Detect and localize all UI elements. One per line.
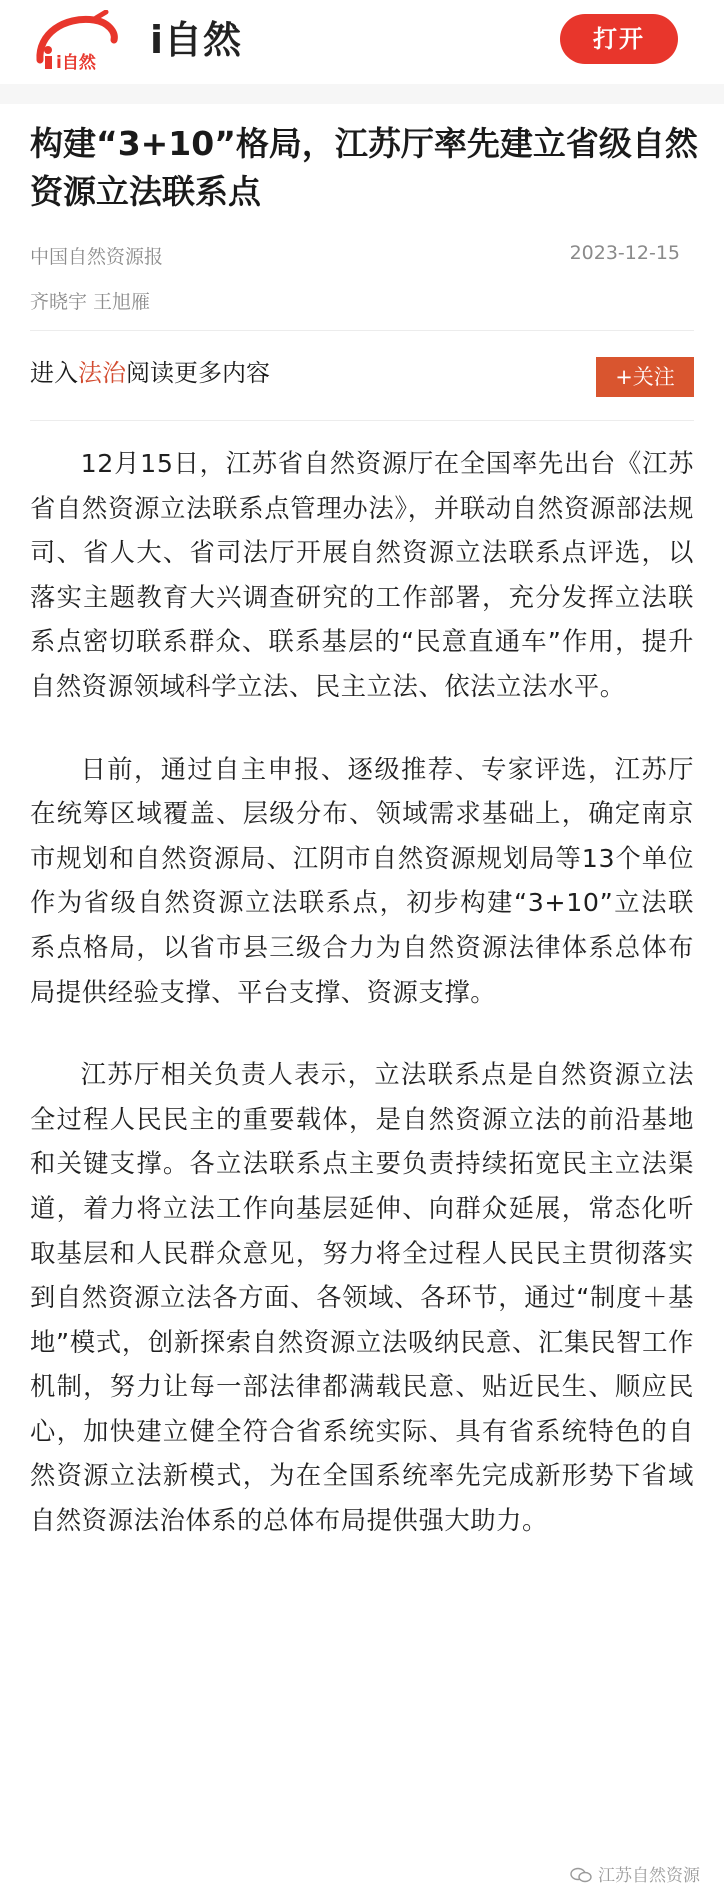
article-date: 2023-12-15 <box>569 242 680 264</box>
article-authors: 齐晓宇 王旭雁 <box>30 291 151 313</box>
header-separator <box>0 84 724 104</box>
logo-lettering: i自然 <box>56 53 96 72</box>
channel-name-link[interactable]: 法治 <box>78 359 126 387</box>
watermark-text: 江苏自然资源 <box>598 1866 700 1886</box>
channel-prefix: 进入 <box>30 359 78 387</box>
meta-divider <box>30 330 694 331</box>
channel-suffix: 阅读更多内容 <box>126 359 270 387</box>
channel-divider <box>30 420 694 421</box>
wechat-watermark <box>570 1864 700 1888</box>
follow-channel-button[interactable]: +关注 <box>596 357 694 397</box>
article-title: 构建“3+10”格局，江苏厅率先建立省级自然资源立法联系点 <box>30 124 698 211</box>
article-paragraph: 日前，通过自主申报、逐级推荐、专家评选，江苏厅在统筹区域覆盖、层级分布、领域需求基础上，确定南京市规划和自然资源局、江阴市自然资源规划局等13个单位作为省级自然资源立法联系点，初步构建“3+10”立法联系点格局，以省市县三级合力为自然资源法律体系总体布局提供经验支撑、平台支撑、资源支撑。 <box>30 754 694 1007</box>
article-body <box>30 442 694 1582</box>
app-logo-icon[interactable] <box>34 10 120 72</box>
open-app-button[interactable]: 打开 <box>560 14 678 64</box>
article-paragraph: 12月15日，江苏省自然资源厅在全国率先出台《江苏省自然资源立法联系点管理办法》，并联动自然资源部法规司、省人大、省司法厅开展自然资源立法联系点评选，以落实主题教育大兴调查研究的工作部署，充分发挥立法联系点密切联系群众、联系基层的“民意直通车”作用，提升自然资源领域科学立法、民主立法、依法立法水平。 <box>30 449 694 701</box>
app-name: i自然 <box>150 18 243 62</box>
channel-link-row[interactable] <box>30 356 270 390</box>
article-paragraph: 江苏厅相关负责人表示，立法联系点是自然资源立法全过程人民民主的重要载体，是自然资源立法的前沿基地和关键支撑。各立法联系点主要负责持续拓宽民主立法渠道，着力将立法工作向基层延伸、向群众延展，常态化听取基层和人民群众意见，努力将全过程人民民主贯彻落实到自然资源立法各方面、各领域、各环节，通过“制度＋基地”模式，创新探索自然资源立法吸纳民意、汇集民智工作机制，努力让每一部法律都满载民意、贴近民生、顺应民心，加快建立健全符合省系统实际、具有省系统特色的自然资源立法新模式，为在全国系统率先完成新形势下省域自然资源法治体系的总体布局提供强大助力。 <box>30 1060 694 1536</box>
article-source: 中国自然资源报 <box>30 246 164 268</box>
top-app-bar <box>0 0 724 84</box>
wechat-icon <box>570 1866 592 1882</box>
